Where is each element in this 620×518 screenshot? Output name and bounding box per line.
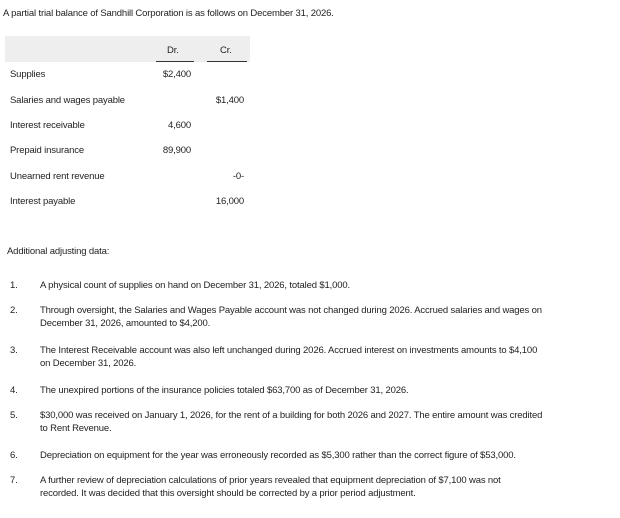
debit-amount: 4,600	[167, 120, 191, 131]
item-text	[40, 385, 610, 398]
table-row	[0, 120, 260, 134]
item-line: to Rent Revenue.	[40, 422, 112, 434]
item-line: recorded. It was decided that this oversight should be corrected by a prior period adjustment.	[40, 487, 416, 499]
debit-column-header: Dr.	[167, 45, 179, 56]
credit-amount: 16,000	[215, 196, 244, 207]
item-line: A physical count of supplies on hand on December 31, 2026, totaled $1,000.	[40, 280, 351, 291]
item-text	[40, 305, 610, 330]
credit-header-rule	[207, 61, 247, 62]
problem-intro: A partial trial balance of Sandhill Corporation is as follows on December 31, 2026.	[3, 8, 334, 19]
debit-amount: $2,400	[162, 69, 191, 80]
account-name: Supplies	[10, 69, 46, 80]
item-number: 5.	[10, 410, 18, 421]
credit-column-header: Cr.	[220, 45, 232, 56]
account-name: Interest receivable	[10, 120, 85, 131]
account-name: Salaries and wages payable	[10, 95, 125, 106]
item-number: 1.	[10, 280, 18, 291]
debit-header-rule	[156, 61, 194, 62]
item-line: $30,000 was received on January 1, 2026, for the rent of a building for both 2026 and 2027. The entire amount was credited	[40, 410, 543, 421]
credit-amount: $1,400	[215, 95, 244, 106]
debit-amount: 89,900	[162, 145, 191, 156]
table-row	[0, 95, 260, 109]
item-number: 7.	[10, 475, 18, 486]
item-text	[40, 450, 610, 463]
trial-balance-header	[5, 36, 250, 62]
table-row	[0, 69, 260, 83]
account-name: Interest payable	[10, 196, 76, 207]
item-line: The Interest Receivable account was also left unchanged during 2026. Accrued interest on investments amounts to $4,100	[40, 345, 538, 356]
item-text	[40, 410, 610, 435]
item-line: December 31, 2026, amounted to $4,200.	[40, 317, 211, 329]
account-name: Unearned rent revenue	[10, 171, 105, 182]
credit-amount: -0-	[232, 171, 244, 182]
item-number: 4.	[10, 385, 18, 396]
item-line: on December 31, 2026.	[40, 357, 137, 369]
item-number: 2.	[10, 305, 18, 316]
item-line: Depreciation on equipment for the year was erroneously recorded as $5,300 rather than the correct figure of $53,000.	[40, 450, 516, 461]
account-name: Prepaid insurance	[10, 145, 85, 156]
additional-data-label: Additional adjusting data:	[7, 246, 110, 257]
item-text	[40, 345, 610, 370]
item-number: 6.	[10, 450, 18, 461]
item-text	[40, 280, 610, 293]
item-line: Through oversight, the Salaries and Wages Payable account was not changed during 2026. Accrued salaries and wages on	[40, 305, 542, 316]
table-row	[0, 171, 260, 185]
item-number: 3.	[10, 345, 18, 356]
item-text	[40, 475, 610, 500]
table-row	[0, 196, 260, 210]
item-line: The unexpired portions of the insurance policies totaled $63,700 as of December 31, 2026.	[40, 385, 409, 396]
item-line: A further review of depreciation calculations of prior years revealed that equipment depreciation of $7,100 was not	[40, 475, 501, 486]
table-row	[0, 145, 260, 159]
